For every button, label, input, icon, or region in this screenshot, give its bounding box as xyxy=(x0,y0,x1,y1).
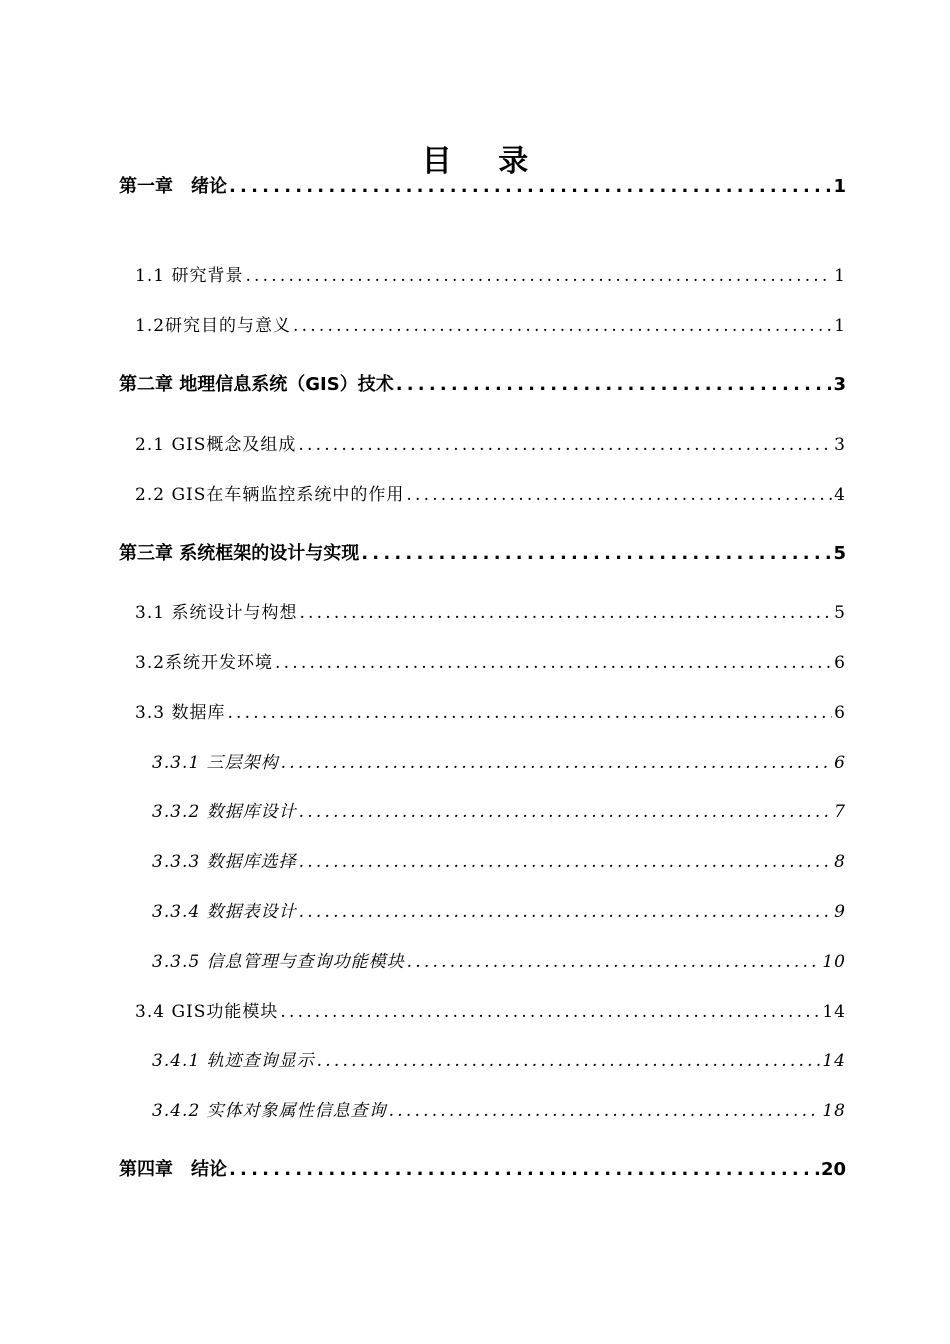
dot-leader xyxy=(299,603,832,623)
toc-entry-label: 3.3.5 信息管理与查询功能模块 xyxy=(152,952,405,972)
toc-entry-label: 3.3.2 数据库设计 xyxy=(152,802,297,822)
toc-page-number: 14 xyxy=(822,1002,846,1022)
toc-entry-label: 第三章 系统框架的设计与实现 xyxy=(119,543,360,564)
dot-leader xyxy=(361,543,831,564)
toc-entry-label: 3.2系统开发环境 xyxy=(135,653,274,673)
dot-leader xyxy=(281,753,833,773)
toc-entry-3-3-3[interactable] xyxy=(152,847,846,872)
toc-entry-3-3-5[interactable] xyxy=(152,947,846,972)
toc-entry-label: 3.4.1 轨迹查询显示 xyxy=(152,1051,315,1071)
toc-entry-label: 第一章 绪论 xyxy=(119,176,227,197)
toc-page-number: 14 xyxy=(822,1051,846,1071)
toc-entry-label: 3.4.2 实体对象属性信息查询 xyxy=(152,1101,387,1121)
dot-leader xyxy=(317,1051,821,1071)
toc-entry-label: 1.1 研究背景 xyxy=(135,266,244,286)
dot-leader xyxy=(299,802,833,822)
toc-entry-label: 3.4 GIS功能模块 xyxy=(135,1002,279,1022)
toc-page-number: 1 xyxy=(834,266,846,286)
toc-entry-chapter-1[interactable] xyxy=(119,172,846,198)
toc-entry-3-3-2[interactable] xyxy=(152,797,846,822)
dot-leader xyxy=(406,485,832,505)
toc-entry-2-1[interactable] xyxy=(135,430,846,455)
toc-entry-chapter-2[interactable] xyxy=(119,370,846,396)
toc-entry-chapter-3[interactable] xyxy=(119,539,846,565)
dot-leader xyxy=(389,1101,821,1121)
toc-page-number: 1 xyxy=(833,176,846,197)
toc-entry-label: 2.2 GIS在车辆监控系统中的作用 xyxy=(135,485,405,505)
toc-page-number: 18 xyxy=(822,1101,846,1121)
dot-leader xyxy=(299,852,833,872)
dot-leader xyxy=(298,435,832,455)
dot-leader xyxy=(245,266,832,286)
toc-entry-3-4[interactable] xyxy=(135,997,846,1022)
toc-page-number: 6 xyxy=(834,703,846,723)
toc-entry-label: 第二章 地理信息系统（GIS）技术 xyxy=(119,374,394,395)
toc-entry-label: 3.3 数据库 xyxy=(135,703,226,723)
toc-page-number: 20 xyxy=(820,1159,846,1180)
toc-entry-label: 3.3.1 三层架构 xyxy=(152,753,279,773)
dot-leader xyxy=(293,316,832,336)
dot-leader xyxy=(229,1159,819,1180)
toc-page-number: 6 xyxy=(834,653,846,673)
toc-entry-label: 第四章 结论 xyxy=(119,1159,227,1180)
toc-entry-chapter-4[interactable] xyxy=(119,1155,846,1181)
toc-entry-label: 1.2研究目的与意义 xyxy=(135,316,292,336)
toc-entry-3-4-1[interactable] xyxy=(152,1046,846,1071)
dot-leader xyxy=(407,952,821,972)
toc-entry-2-2[interactable] xyxy=(135,480,846,505)
toc-entry-label: 2.1 GIS概念及组成 xyxy=(135,435,297,455)
dot-leader xyxy=(275,653,832,673)
toc-entry-1-2[interactable] xyxy=(135,311,846,336)
toc-page-number: 4 xyxy=(834,485,846,505)
toc-entry-3-3[interactable] xyxy=(135,698,846,723)
toc-entry-3-1[interactable] xyxy=(135,598,846,623)
toc-page-number: 1 xyxy=(834,316,846,336)
toc-entry-3-2[interactable] xyxy=(135,648,846,673)
dot-leader xyxy=(229,176,831,197)
dot-leader xyxy=(299,902,833,922)
toc-page-number: 10 xyxy=(822,952,846,972)
toc-entry-3-3-4[interactable] xyxy=(152,897,846,922)
toc-page-number: 7 xyxy=(834,802,846,822)
toc-page-number: 5 xyxy=(834,603,846,623)
toc-title: 目 录 xyxy=(421,144,547,179)
toc-entry-label: 3.3.3 数据库选择 xyxy=(152,852,297,872)
toc-entry-3-4-2[interactable] xyxy=(152,1096,846,1121)
toc-page-number: 3 xyxy=(833,374,846,395)
toc-page-number: 8 xyxy=(834,852,846,872)
toc-page-number: 9 xyxy=(834,902,846,922)
dot-leader xyxy=(227,703,832,723)
toc-entry-label: 3.1 系统设计与构想 xyxy=(135,603,298,623)
toc-entry-label: 3.3.4 数据表设计 xyxy=(152,902,297,922)
toc-entry-3-3-1[interactable] xyxy=(152,748,846,773)
dot-leader xyxy=(280,1002,820,1022)
toc-page-number: 3 xyxy=(834,435,846,455)
toc-page-number: 5 xyxy=(833,543,846,564)
toc-page-number: 6 xyxy=(834,753,846,773)
dot-leader xyxy=(396,374,832,395)
toc-entry-1-1[interactable] xyxy=(135,261,846,286)
